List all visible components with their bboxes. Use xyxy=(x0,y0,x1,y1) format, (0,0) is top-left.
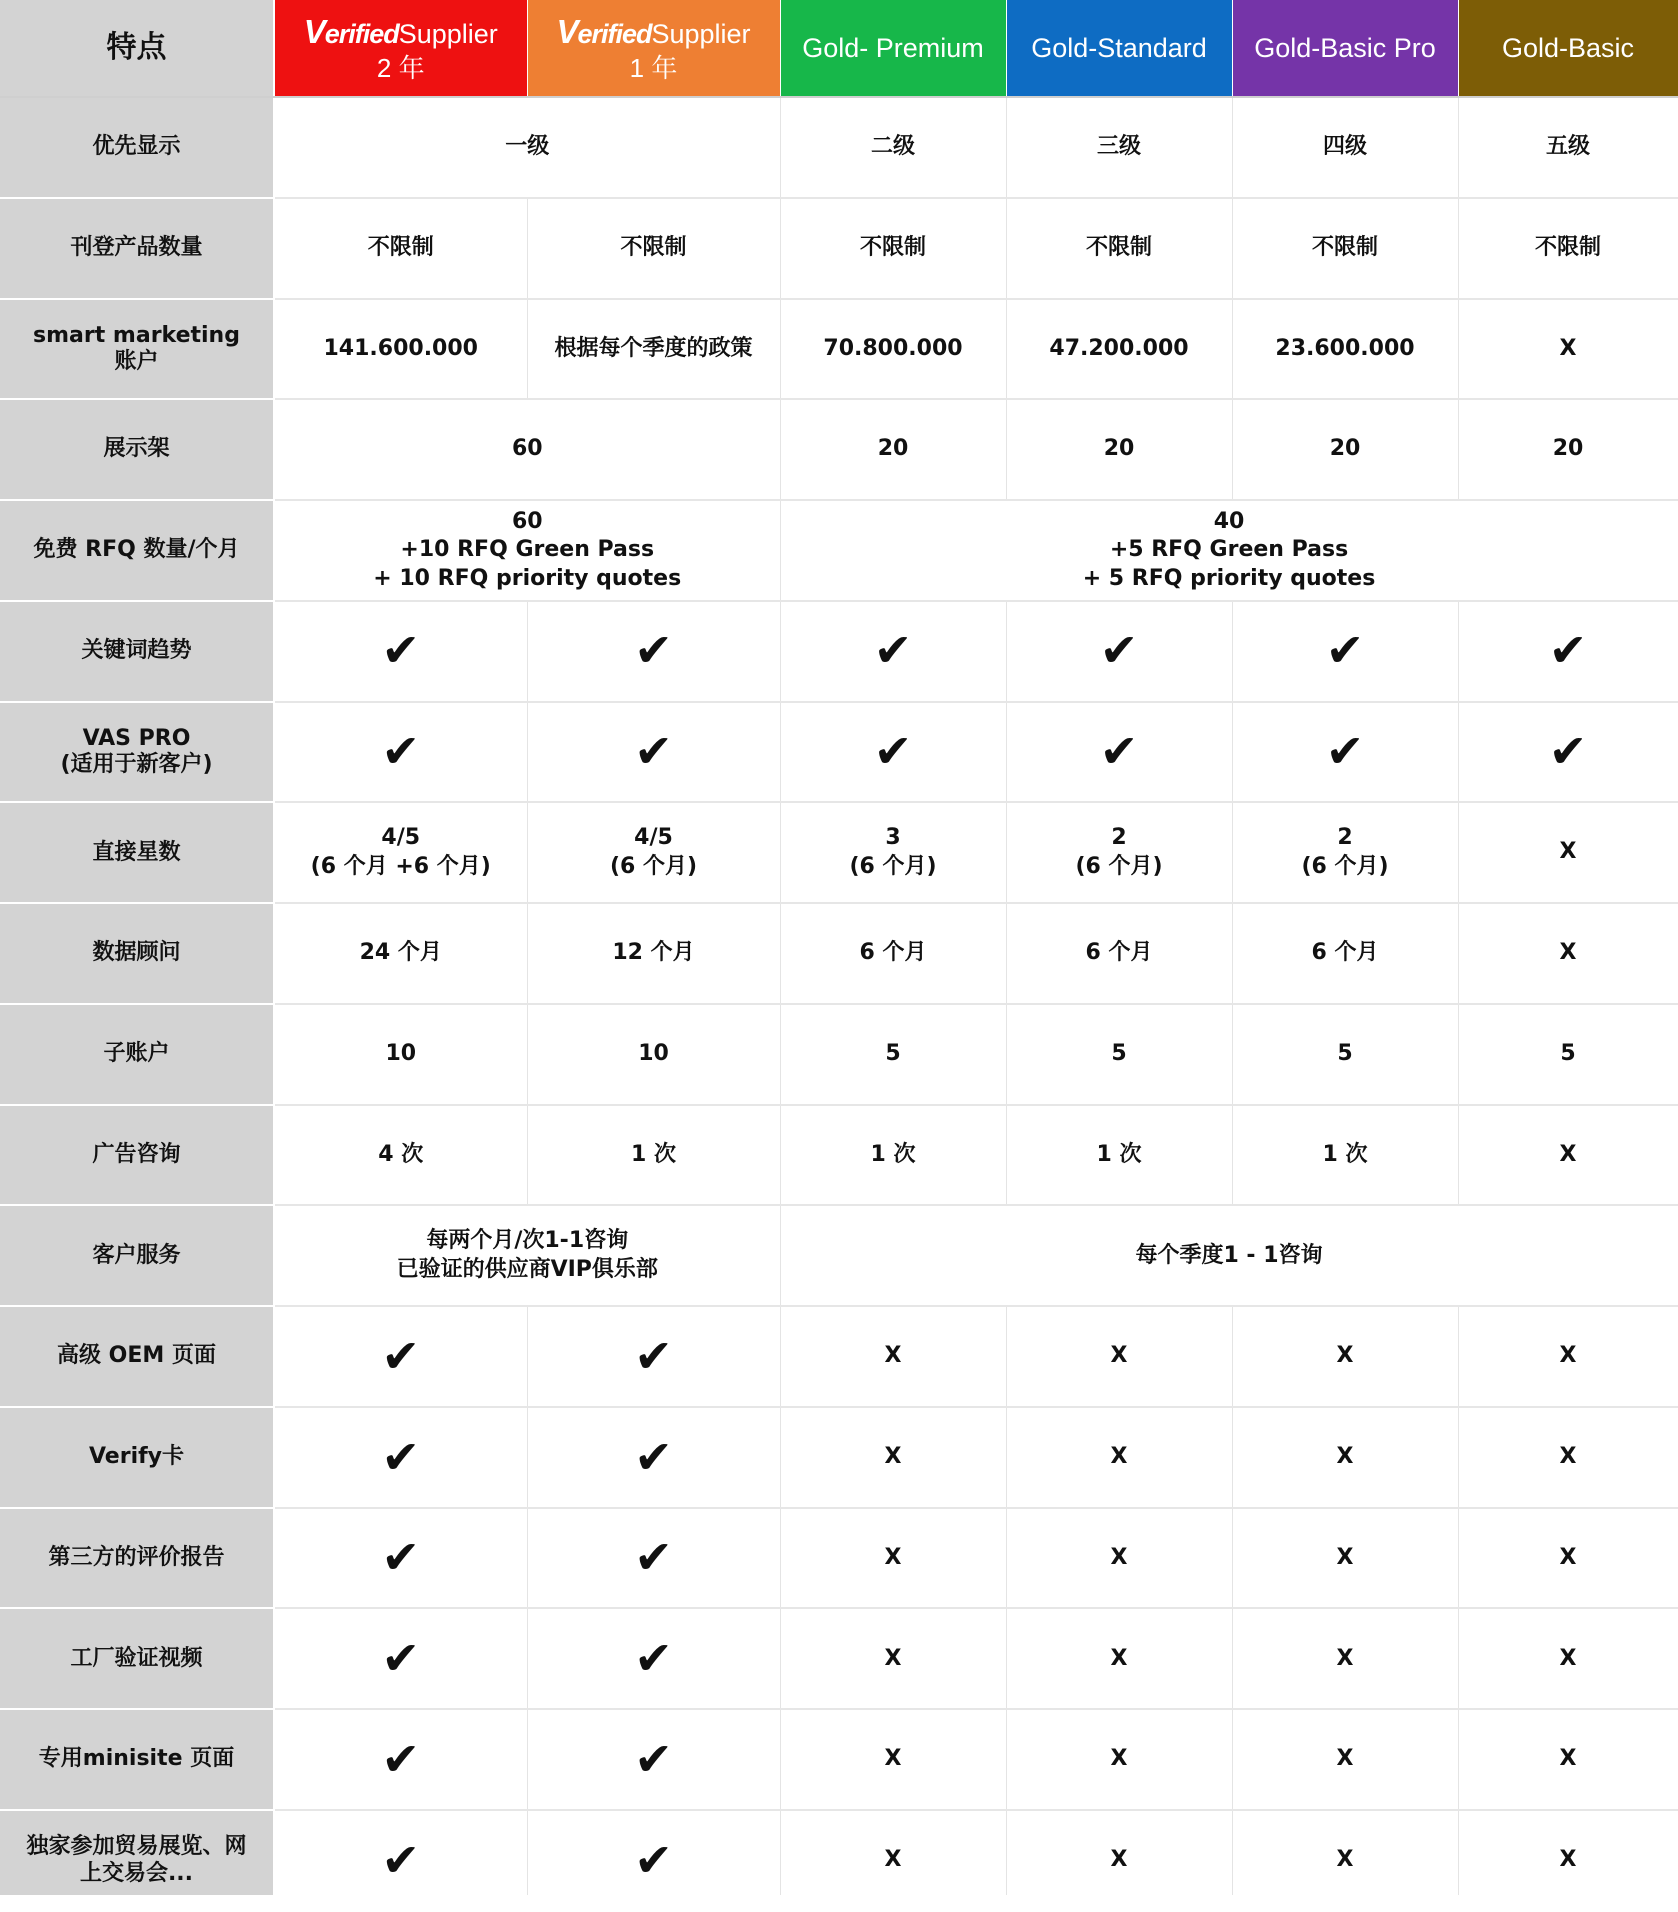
table-row xyxy=(0,500,1678,601)
cell-value: 1 次 xyxy=(870,1141,916,1167)
table-row xyxy=(0,299,1678,400)
plan-label: Gold-Standard xyxy=(1031,32,1207,63)
cell-value: 不限制 xyxy=(620,234,687,260)
feature-cell xyxy=(0,1306,274,1407)
value-cell xyxy=(527,802,780,903)
feature-cell xyxy=(0,1105,274,1206)
value-cell xyxy=(527,1608,780,1709)
x-mark: X xyxy=(884,1444,902,1470)
x-mark: X xyxy=(1110,1343,1128,1369)
table-row xyxy=(0,97,1678,198)
value-cell xyxy=(274,802,527,903)
value-cell xyxy=(1458,97,1678,198)
cell-value: 一级 xyxy=(505,134,550,160)
feature-label: 子账户 xyxy=(103,1041,170,1067)
cell-value: 4/5 xyxy=(381,825,421,851)
value-cell xyxy=(527,702,780,803)
cell-value: 根据每个季度的政策 xyxy=(554,335,753,361)
cell-value: 不限制 xyxy=(1534,234,1601,260)
value-cell xyxy=(527,1709,780,1810)
table-row xyxy=(0,1306,1678,1407)
x-mark: X xyxy=(1336,1847,1354,1873)
x-mark: X xyxy=(1110,1444,1128,1470)
value-cell xyxy=(1458,601,1678,702)
value-cell xyxy=(274,1004,527,1105)
checkmark-icon: ✔ xyxy=(634,1328,673,1383)
cell-value: 1 次 xyxy=(1322,1141,1368,1167)
plan-header-gs xyxy=(1006,0,1232,97)
feature-column-header: 特点 xyxy=(0,0,274,97)
value-cell xyxy=(274,1407,527,1508)
cell-value: 1 次 xyxy=(1096,1141,1142,1167)
cell-value: 40 xyxy=(1213,508,1245,534)
x-mark: X xyxy=(1559,1746,1577,1772)
feature-cell xyxy=(0,500,274,601)
value-cell xyxy=(1232,702,1458,803)
value-cell xyxy=(274,399,780,500)
cell-value: 不限制 xyxy=(1311,234,1378,260)
value-cell xyxy=(1006,802,1232,903)
cell-value: 3 xyxy=(885,825,901,851)
plan-label: Gold-Basic Pro xyxy=(1254,32,1436,63)
feature-label: 上交易会... xyxy=(79,1860,194,1886)
feature-label: 刊登产品数量 xyxy=(70,234,203,260)
value-cell xyxy=(780,601,1006,702)
cell-value: 12 个月 xyxy=(612,940,695,966)
x-mark: X xyxy=(1110,1847,1128,1873)
checkmark-icon: ✔ xyxy=(1548,724,1588,779)
checkmark-icon: ✔ xyxy=(381,623,421,678)
x-mark: X xyxy=(1559,1141,1577,1167)
feature-cell xyxy=(0,903,274,1004)
value-cell xyxy=(1006,1608,1232,1709)
plan-header-vs1 xyxy=(527,0,780,97)
verified-logo-text xyxy=(303,12,399,50)
supplier-word: Supplier xyxy=(398,18,498,49)
value-cell xyxy=(527,299,780,400)
feature-label: 关键词趋势 xyxy=(81,638,192,664)
feature-label: 客户服务 xyxy=(92,1242,181,1268)
value-cell xyxy=(1232,1508,1458,1609)
value-cell xyxy=(274,1508,527,1609)
feature-cell xyxy=(0,1508,274,1609)
value-cell xyxy=(780,97,1006,198)
table-row xyxy=(0,1709,1678,1810)
value-cell xyxy=(527,1306,780,1407)
value-cell xyxy=(1458,1407,1678,1508)
value-cell xyxy=(1458,1608,1678,1709)
value-cell xyxy=(274,198,527,299)
value-cell xyxy=(780,1205,1678,1306)
value-cell xyxy=(1458,198,1678,299)
cell-value: 20 xyxy=(877,436,909,462)
value-cell xyxy=(274,1608,527,1709)
x-mark: X xyxy=(884,1544,902,1570)
value-cell xyxy=(780,1306,1006,1407)
value-cell xyxy=(1232,399,1458,500)
cell-value: 4 次 xyxy=(378,1141,424,1167)
checkmark-icon: ✔ xyxy=(381,1429,421,1484)
cell-value: (6 个月) xyxy=(609,853,698,879)
value-cell xyxy=(1458,1709,1678,1810)
plan-years: 2 年 xyxy=(376,53,425,84)
cell-value: 四级 xyxy=(1322,134,1367,160)
value-cell xyxy=(1458,1105,1678,1206)
x-mark: X xyxy=(1559,1343,1577,1369)
cell-value: 10 xyxy=(385,1040,417,1066)
table-row xyxy=(0,1004,1678,1105)
cell-value: 6 个月 xyxy=(1311,940,1379,966)
x-mark: X xyxy=(1559,839,1577,865)
value-cell xyxy=(527,1407,780,1508)
value-cell xyxy=(780,500,1678,601)
value-cell xyxy=(1232,97,1458,198)
cell-value: 5 xyxy=(1337,1040,1353,1066)
value-cell xyxy=(1006,198,1232,299)
checkmark-icon: ✔ xyxy=(634,623,673,678)
value-cell xyxy=(1006,97,1232,198)
cell-value: 1 次 xyxy=(631,1141,676,1167)
checkmark-icon: ✔ xyxy=(381,1328,421,1383)
value-cell xyxy=(1458,399,1678,500)
feature-label: 账户 xyxy=(114,348,159,374)
x-mark: X xyxy=(884,1343,902,1369)
value-cell xyxy=(780,1709,1006,1810)
checkmark-icon: ✔ xyxy=(1325,623,1365,678)
checkmark-icon: ✔ xyxy=(634,1832,673,1887)
cell-value: 已验证的供应商VIP俱乐部 xyxy=(396,1256,658,1282)
feature-label: VAS PRO xyxy=(82,725,191,751)
value-cell xyxy=(274,500,780,601)
cell-value: 60 xyxy=(511,436,543,462)
value-cell xyxy=(1458,299,1678,400)
cell-value: 每个季度1 - 1咨询 xyxy=(1135,1242,1323,1268)
cell-value: (6 个月) xyxy=(1301,853,1389,879)
value-cell xyxy=(527,903,780,1004)
table-row xyxy=(0,1407,1678,1508)
value-cell xyxy=(1232,299,1458,400)
table-row xyxy=(0,1608,1678,1709)
value-cell xyxy=(780,702,1006,803)
cell-value: 24 个月 xyxy=(359,940,442,966)
cell-value: 不限制 xyxy=(1085,234,1152,260)
verified-logo-letter: V xyxy=(303,12,325,50)
feature-label: 专用minisite 页面 xyxy=(38,1746,235,1772)
bottom-margin xyxy=(0,1895,1678,1912)
supplier-word: Supplier xyxy=(651,18,751,49)
table-row xyxy=(0,399,1678,500)
value-cell xyxy=(1232,1306,1458,1407)
value-cell xyxy=(1232,1105,1458,1206)
value-cell xyxy=(780,1508,1006,1609)
table-row xyxy=(0,702,1678,803)
feature-label: 工厂验证视频 xyxy=(70,1645,203,1671)
checkmark-icon: ✔ xyxy=(634,1530,673,1585)
x-mark: X xyxy=(1336,1645,1354,1671)
feature-label: 高级 OEM 页面 xyxy=(57,1343,216,1369)
feature-cell xyxy=(0,399,274,500)
checkmark-icon: ✔ xyxy=(634,1631,673,1686)
value-cell xyxy=(274,1306,527,1407)
feature-label: 广告咨询 xyxy=(92,1141,181,1167)
plan-label: Gold-Basic xyxy=(1501,32,1635,63)
table-row xyxy=(0,1105,1678,1206)
x-mark: X xyxy=(1110,1544,1128,1570)
checkmark-icon: ✔ xyxy=(634,1731,673,1786)
checkmark-icon: ✔ xyxy=(873,724,913,779)
feature-cell xyxy=(0,702,274,803)
cell-value: +10 RFQ Green Pass xyxy=(400,537,655,563)
feature-cell xyxy=(0,198,274,299)
checkmark-icon: ✔ xyxy=(634,724,673,779)
verified-logo-letter: V xyxy=(556,12,578,50)
value-cell xyxy=(1006,299,1232,400)
value-cell xyxy=(780,1608,1006,1709)
value-cell xyxy=(274,1105,527,1206)
cell-value: 10 xyxy=(638,1040,669,1066)
feature-label: 优先显示 xyxy=(92,134,181,160)
cell-value: 70.800.000 xyxy=(823,335,963,361)
checkmark-icon: ✔ xyxy=(1099,724,1139,779)
feature-label: Verify卡 xyxy=(88,1444,185,1470)
value-cell xyxy=(1006,1306,1232,1407)
value-cell xyxy=(780,802,1006,903)
cell-value: 60 xyxy=(511,508,543,534)
value-cell xyxy=(1006,1508,1232,1609)
checkmark-icon: ✔ xyxy=(1099,623,1139,678)
value-cell xyxy=(1232,1407,1458,1508)
x-mark: X xyxy=(1336,1343,1354,1369)
cell-value: (6 个月 +6 个月) xyxy=(310,853,491,879)
value-cell xyxy=(780,1407,1006,1508)
value-cell xyxy=(1458,802,1678,903)
table-body xyxy=(0,97,1678,1911)
checkmark-icon: ✔ xyxy=(1548,623,1588,678)
value-cell xyxy=(1232,601,1458,702)
value-cell xyxy=(274,1205,780,1306)
value-cell xyxy=(780,1105,1006,1206)
value-cell xyxy=(1006,601,1232,702)
cell-value: 5 xyxy=(885,1040,901,1066)
value-cell xyxy=(527,1508,780,1609)
plan-header-gbp xyxy=(1232,0,1458,97)
cell-value: 5 xyxy=(1560,1040,1576,1066)
value-cell xyxy=(780,903,1006,1004)
value-cell xyxy=(1232,903,1458,1004)
value-cell xyxy=(274,702,527,803)
table-row xyxy=(0,198,1678,299)
feature-label: 独家参加贸易展览、网 xyxy=(26,1834,247,1860)
value-cell xyxy=(1006,903,1232,1004)
x-mark: X xyxy=(1559,1444,1577,1470)
cell-value: (6 个月) xyxy=(1075,853,1163,879)
value-cell xyxy=(1006,702,1232,803)
cell-value: (6 个月) xyxy=(849,853,937,879)
value-cell xyxy=(1006,1709,1232,1810)
checkmark-icon: ✔ xyxy=(381,1731,421,1786)
x-mark: X xyxy=(1559,1847,1577,1873)
feature-cell xyxy=(0,1709,274,1810)
feature-label: 展示架 xyxy=(103,436,170,462)
value-cell xyxy=(780,299,1006,400)
cell-value: 二级 xyxy=(870,134,915,160)
x-mark: X xyxy=(884,1746,902,1772)
plan-label: Gold- Premium xyxy=(802,32,984,63)
value-cell xyxy=(1232,1004,1458,1105)
table-row xyxy=(0,601,1678,702)
value-cell xyxy=(1458,1004,1678,1105)
checkmark-icon: ✔ xyxy=(381,1832,421,1887)
value-cell xyxy=(1458,903,1678,1004)
feature-cell xyxy=(0,1004,274,1105)
value-cell xyxy=(1232,1709,1458,1810)
plan-years: 1 年 xyxy=(629,53,678,84)
feature-cell xyxy=(0,97,274,198)
cell-value: + 5 RFQ priority quotes xyxy=(1082,565,1376,591)
cell-value: 4/5 xyxy=(634,825,673,851)
value-cell xyxy=(527,1105,780,1206)
cell-value: 三级 xyxy=(1096,134,1141,160)
x-mark: X xyxy=(1559,1544,1577,1570)
feature-cell xyxy=(0,1205,274,1306)
cell-value: 20 xyxy=(1329,436,1361,462)
value-cell xyxy=(274,97,780,198)
value-cell xyxy=(780,1004,1006,1105)
plan-header-gp xyxy=(780,0,1006,97)
plan-header-vs2 xyxy=(274,0,527,97)
feature-cell xyxy=(0,1407,274,1508)
value-cell xyxy=(780,198,1006,299)
cell-value: 20 xyxy=(1552,436,1584,462)
feature-cell xyxy=(0,802,274,903)
feature-label: (适用于新客户) xyxy=(60,751,213,777)
value-cell xyxy=(1006,1004,1232,1105)
cell-value: 不限制 xyxy=(367,234,434,260)
checkmark-icon: ✔ xyxy=(381,724,421,779)
value-cell xyxy=(527,1004,780,1105)
feature-label: 免费 RFQ 数量/个月 xyxy=(33,537,240,563)
x-mark: X xyxy=(1336,1746,1354,1772)
value-cell xyxy=(1232,802,1458,903)
verified-logo-rest: erified xyxy=(577,18,652,49)
cell-value: 6 个月 xyxy=(859,940,927,966)
feature-cell xyxy=(0,1608,274,1709)
x-mark: X xyxy=(1559,335,1577,361)
value-cell xyxy=(1006,1407,1232,1508)
value-cell xyxy=(1232,1608,1458,1709)
cell-value: + 10 RFQ priority quotes xyxy=(373,565,682,591)
checkmark-icon: ✔ xyxy=(1325,724,1365,779)
value-cell xyxy=(527,198,780,299)
x-mark: X xyxy=(1559,1645,1577,1671)
cell-value: +5 RFQ Green Pass xyxy=(1109,537,1349,563)
value-cell xyxy=(1006,1105,1232,1206)
checkmark-icon: ✔ xyxy=(873,623,913,678)
x-mark: X xyxy=(1559,940,1577,966)
cell-value: 47.200.000 xyxy=(1049,335,1189,361)
x-mark: X xyxy=(884,1645,902,1671)
checkmark-icon: ✔ xyxy=(381,1530,421,1585)
verified-logo-text xyxy=(556,12,652,50)
value-cell xyxy=(274,903,527,1004)
value-cell xyxy=(274,601,527,702)
table-row xyxy=(0,1508,1678,1609)
cell-value: 20 xyxy=(1103,436,1135,462)
table-row xyxy=(0,802,1678,903)
x-mark: X xyxy=(1110,1645,1128,1671)
cell-value: 23.600.000 xyxy=(1275,335,1415,361)
value-cell xyxy=(780,399,1006,500)
value-cell xyxy=(1458,1508,1678,1609)
value-cell xyxy=(274,1709,527,1810)
x-mark: X xyxy=(1336,1544,1354,1570)
x-mark: X xyxy=(1336,1444,1354,1470)
cell-value: 五级 xyxy=(1545,134,1590,160)
value-cell xyxy=(527,601,780,702)
checkmark-icon: ✔ xyxy=(634,1429,673,1484)
cell-value: 6 个月 xyxy=(1085,940,1153,966)
cell-value: 每两个月/次1-1咨询 xyxy=(426,1228,629,1254)
value-cell xyxy=(1232,198,1458,299)
cell-value: 不限制 xyxy=(859,234,926,260)
verified-logo-rest: erified xyxy=(324,18,399,49)
feature-cell xyxy=(0,299,274,400)
value-cell xyxy=(1458,702,1678,803)
checkmark-icon: ✔ xyxy=(381,1631,421,1686)
x-mark: X xyxy=(1110,1746,1128,1772)
table-row xyxy=(0,1205,1678,1306)
cell-value: 2 xyxy=(1337,825,1353,851)
table-row xyxy=(0,903,1678,1004)
cell-value: 141.600.000 xyxy=(323,335,478,361)
cell-value: 5 xyxy=(1111,1040,1127,1066)
x-mark: X xyxy=(884,1847,902,1873)
value-cell xyxy=(274,299,527,400)
value-cell xyxy=(1006,399,1232,500)
feature-label: smart marketing xyxy=(33,322,240,348)
feature-label: 第三方的评价报告 xyxy=(48,1544,225,1570)
feature-cell xyxy=(0,601,274,702)
feature-label: 数据顾问 xyxy=(92,940,181,966)
plan-header-gb xyxy=(1458,0,1678,97)
value-cell xyxy=(1458,1306,1678,1407)
header-row xyxy=(0,0,1678,97)
feature-label: 直接星数 xyxy=(92,839,181,865)
cell-value: 2 xyxy=(1111,825,1127,851)
